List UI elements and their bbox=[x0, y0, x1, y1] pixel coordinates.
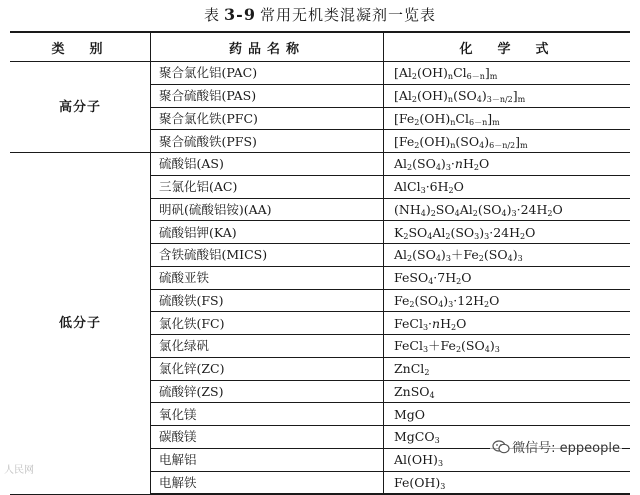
formula-cell: $[Fe_2(OH)_n(SO_4)_{6-n/2}]_m$ bbox=[384, 130, 631, 153]
header-drug-name: 药品名称 bbox=[151, 32, 384, 62]
table-row bbox=[10, 153, 630, 176]
table-body bbox=[10, 62, 630, 495]
drug-name-cell: 明矾(硫酸铝铵)(AA) bbox=[151, 198, 384, 221]
formula-cell: MgCO$_3$ bbox=[384, 426, 631, 449]
caption-text: 常用无机类混凝剂一览表 bbox=[259, 6, 436, 24]
drug-name-cell: 硫酸亚铁 bbox=[151, 266, 384, 289]
drug-name-cell: 聚合硫酸铁(PFS) bbox=[151, 130, 384, 153]
table-header-row bbox=[10, 32, 630, 62]
drug-name-cell: 聚合氯化铁(PFC) bbox=[151, 107, 384, 130]
drug-name-cell: 聚合氯化铝(PAC) bbox=[151, 62, 384, 85]
wechat-watermark bbox=[490, 437, 622, 456]
formula-cell: $Fe_2(SO_4)_3\cdot 12H_2O$ bbox=[384, 289, 631, 312]
drug-name-cell: 三氯化铝(AC) bbox=[151, 175, 384, 198]
caption-number: 3-9 bbox=[224, 5, 256, 24]
drug-name-cell: 电解铝 bbox=[151, 448, 384, 471]
table-row bbox=[10, 62, 630, 85]
table-caption bbox=[0, 4, 640, 25]
formula-cell: $AlCl_3\cdot 6H_2O$ bbox=[384, 175, 631, 198]
formula-cell: $FeCl_3+Fe_2(SO_4)_3$ bbox=[384, 335, 631, 358]
formula-cell: ZnCl$_2$ bbox=[384, 357, 631, 380]
wechat-icon bbox=[492, 440, 510, 454]
coagulant-table bbox=[10, 31, 630, 495]
formula-cell: $[Fe_2(OH)_nCl_{6-n}]_m$ bbox=[384, 107, 631, 130]
formula-cell: $[Al_2(OH)_n(SO_4)_{3-n/2}]_m$ bbox=[384, 84, 631, 107]
drug-name-cell: 硫酸铁(FS) bbox=[151, 289, 384, 312]
drug-name-cell: 碳酸镁 bbox=[151, 426, 384, 449]
category-cell: 高分子 bbox=[10, 62, 151, 153]
drug-name-cell: 氧化镁 bbox=[151, 403, 384, 426]
formula-cell: $Al_2(SO_4)_3\cdot nH_2O$ bbox=[384, 153, 631, 176]
watermark-text: 微信号: eppeople bbox=[512, 441, 620, 456]
drug-name-cell: 硫酸铝(AS) bbox=[151, 153, 384, 176]
drug-name-cell: 氯化铁(FC) bbox=[151, 312, 384, 335]
corner-watermark: 人民网 bbox=[4, 465, 34, 476]
formula-cell: $Al_2(SO_4)_3+Fe_2(SO_4)_3$ bbox=[384, 244, 631, 267]
formula-cell: $[Al_2(OH)_nCl_{6-n}]_m$ bbox=[384, 62, 631, 85]
drug-name-cell: 硫酸锌(ZS) bbox=[151, 380, 384, 403]
formula-cell: $(NH_4)_2SO_4Al_2(SO_4)_3\cdot 24H_2O$ bbox=[384, 198, 631, 221]
drug-name-cell: 含铁硫酸铝(MICS) bbox=[151, 244, 384, 267]
caption-prefix: 表 bbox=[204, 6, 221, 24]
formula-cell: $Fe(OH)_3$ bbox=[384, 471, 631, 494]
formula-cell: ZnSO$_4$ bbox=[384, 380, 631, 403]
formula-cell: $FeCl_3\cdot nH_2O$ bbox=[384, 312, 631, 335]
formula-cell: MgO bbox=[384, 403, 631, 426]
drug-name-cell: 氯化锌(ZC) bbox=[151, 357, 384, 380]
drug-name-cell: 电解铁 bbox=[151, 471, 384, 494]
drug-name-cell: 聚合硫酸铝(PAS) bbox=[151, 84, 384, 107]
drug-name-cell: 硫酸铝钾(KA) bbox=[151, 221, 384, 244]
header-category: 类 别 bbox=[10, 32, 151, 62]
formula-cell: $Al(OH)_3$ bbox=[384, 448, 631, 471]
formula-cell: $K_2SO_4Al_2(SO_3)_3\cdot 24H_2O$ bbox=[384, 221, 631, 244]
drug-name-cell: 氯化绿矾 bbox=[151, 335, 384, 358]
header-formula: 化 学 式 bbox=[384, 32, 631, 62]
category-cell: 低分子 bbox=[10, 153, 151, 495]
formula-cell: $FeSO_4\cdot 7H_2O$ bbox=[384, 266, 631, 289]
